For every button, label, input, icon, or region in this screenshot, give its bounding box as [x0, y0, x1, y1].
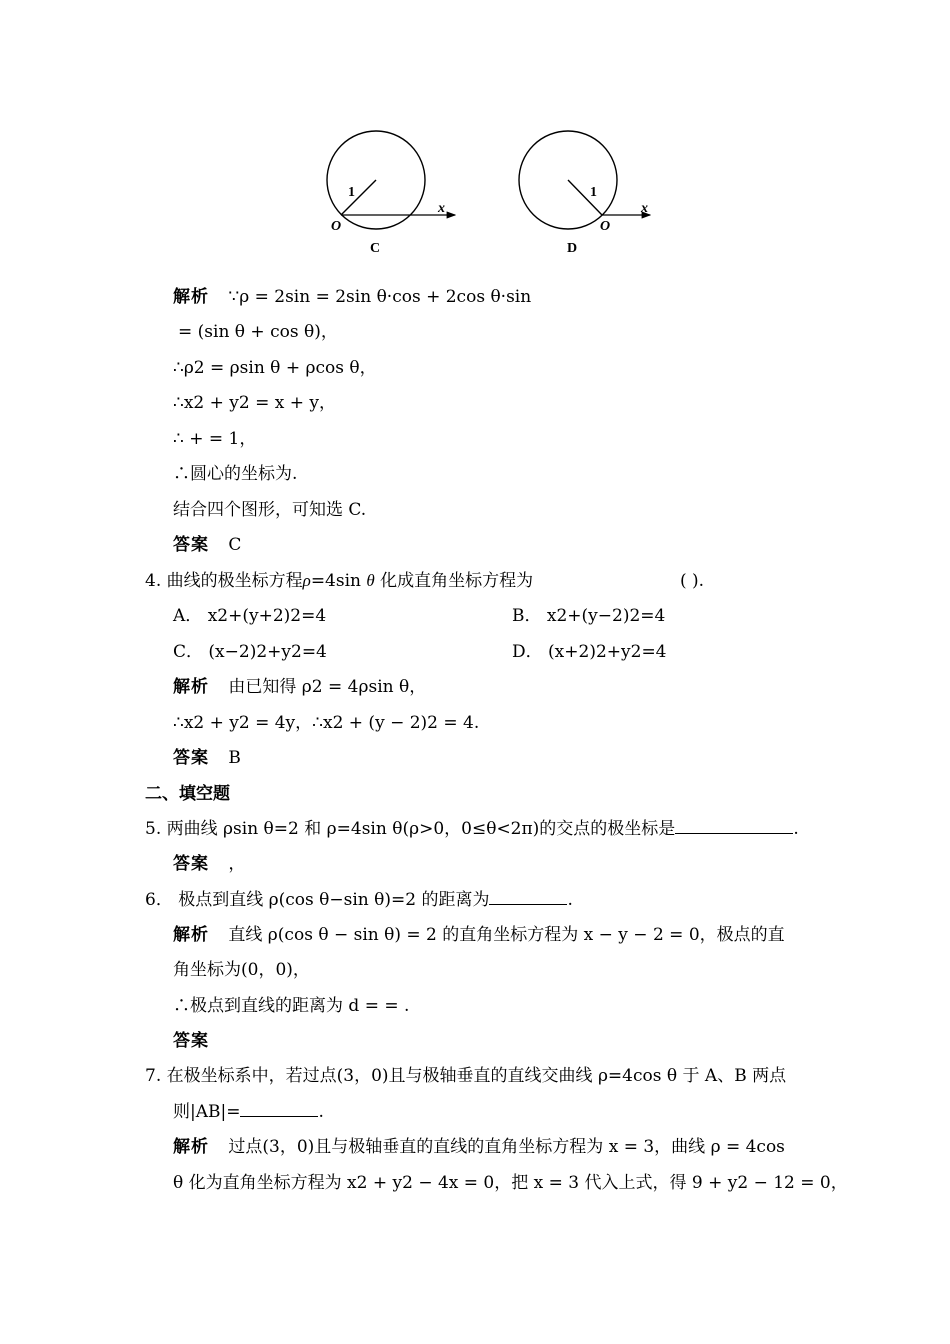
solution-label: 解析 [173, 677, 209, 697]
q4-option-a-letter: A． [173, 606, 203, 626]
q6-answer [173, 1029, 223, 1053]
q6-text: 极点到直线 ρ(cos θ−sin θ)=2 的距离为 [178, 890, 490, 910]
q4-solution-text-1: 由已知得 ρ2 = 4ρsin θ， [228, 677, 427, 697]
q4-option-c-letter: C． [173, 642, 204, 662]
figure-d-radius-label: 1 [590, 185, 597, 200]
q3-answer-value: C [228, 535, 242, 555]
q5-number: 5. [145, 819, 162, 839]
figure-c-radius-label: 1 [348, 185, 355, 200]
figure-c [327, 131, 455, 256]
q5-blank[interactable] [675, 819, 793, 834]
q7-text: 在极坐标系中，若过点(3，0)且与极轴垂直的直线交曲线 ρ=4cos θ 于 A、B 两点 [166, 1066, 787, 1086]
q4-stem-a: 曲线的极坐标方程 [166, 571, 303, 591]
answer-label: 答案 [173, 748, 209, 768]
q5-text: 两曲线 ρsin θ=2 和 ρ=4sin θ(ρ>0，0≤θ<2π)的交点的极坐标是 [166, 819, 676, 839]
q5-answer [173, 852, 245, 876]
q3-solution-line-5: ∴ + = 1， [173, 429, 257, 449]
solution-label: 解析 [173, 925, 209, 945]
q5-end: . [793, 819, 799, 839]
q4-option-b-text: x2+(y−2)2=4 [546, 606, 666, 626]
q4-number: 4. [145, 571, 162, 591]
q6-blank[interactable] [489, 890, 567, 905]
q3-solution-text-1: ∵ρ = 2sin = 2sin θ·cos + 2cos θ·sin [228, 287, 532, 307]
q7-solution-line-2: θ 化为直角坐标方程为 x2 + y2 − 4x = 0，把 x = 3 代入上式，得 9 + y2 − 12 = 0， [173, 1173, 848, 1193]
figure-d-axis-label: x [641, 201, 648, 216]
answer-label: 答案 [173, 854, 209, 874]
q7-solution-text-1: 过点(3，0)且与极轴垂直的直线的直角坐标方程为 x = 3，曲线 ρ = 4cos [228, 1137, 785, 1157]
q4-solution-line-2: ∴x2 + y2 = 4y，∴x2 + (y − 2)2 = 4. [173, 713, 480, 733]
figure-c-origin-label: O [331, 219, 342, 234]
q4-stem [145, 569, 533, 593]
q4-stem-e: 化成直角坐标方程为 [380, 571, 534, 591]
q7-text-2: 则|AB|= [173, 1102, 241, 1122]
q6-solution-line-1 [173, 923, 785, 947]
q4-option-d [512, 640, 667, 664]
q3-solution-line-3: ∴ρ2 = ρsin θ + ρcos θ， [173, 358, 377, 378]
q4-option-b-letter: B． [512, 606, 542, 626]
q4-option-d-letter: D． [512, 642, 543, 662]
q5-stem [145, 817, 799, 841]
q4-stem-c: =4sin [310, 571, 361, 591]
q6-stem [145, 888, 573, 912]
q6-solution-text-1: 直线 ρ(cos θ − sin θ) = 2 的直角坐标方程为 x − y − 2 = 0，极点的直 [228, 925, 785, 945]
solution-label: 解析 [173, 1137, 209, 1157]
q3-solution-line-4: ∴x2 + y2 = x + y， [173, 393, 336, 413]
answer-label: 答案 [173, 1031, 209, 1051]
q4-option-a-text: x2+(y+2)2=4 [207, 606, 327, 626]
figure-d-origin-label: O [600, 219, 611, 234]
q7-number: 7. [145, 1066, 162, 1086]
q6-number: 6． [145, 890, 173, 910]
q7-end: . [318, 1102, 324, 1122]
q4-option-c-text: (x−2)2+y2=4 [208, 642, 327, 662]
q3-solution-line-6: ∴圆心的坐标为. [173, 464, 298, 484]
q6-solution-line-2: 角坐标为(0，0)， [173, 960, 310, 980]
solution-label: 解析 [173, 287, 209, 307]
q4-option-b [512, 604, 665, 628]
q6-solution-line-3: ∴极点到直线的距离为 d = = . [173, 996, 410, 1016]
q7-stem-line-2 [173, 1100, 324, 1124]
q7-stem-line-1 [145, 1064, 786, 1088]
q3-solution-line-2: = (sin θ + cos θ)， [178, 322, 338, 342]
answer-label: 答案 [173, 535, 209, 555]
q7-solution-line-1 [173, 1135, 785, 1159]
q4-solution-line-1 [173, 675, 426, 699]
circle-figures [320, 120, 670, 260]
q4-option-a [173, 604, 326, 628]
figure-c-axis-label: x [438, 201, 445, 216]
figure-d-letter: D [567, 241, 578, 256]
q4-stem-d: θ [366, 571, 375, 590]
q6-end: . [567, 890, 573, 910]
q5-answer-value: ， [228, 854, 246, 874]
q3-answer [173, 533, 241, 557]
q3-solution-line-1 [173, 285, 531, 309]
q4-option-d-text: (x+2)2+y2=4 [548, 642, 667, 662]
q4-answer-paren: ( ). [680, 571, 705, 591]
figure-c-letter: C [370, 241, 381, 256]
q4-answer [173, 746, 241, 770]
q4-stem-b: ρ [302, 571, 311, 590]
q4-option-c [173, 640, 327, 664]
section-heading: 二、填空题 [145, 784, 230, 804]
q7-blank[interactable] [240, 1102, 318, 1117]
q3-solution-line-7: 结合四个图形，可知选 C. [173, 500, 367, 520]
figure-d [519, 131, 650, 256]
q4-answer-value: B [228, 748, 241, 768]
